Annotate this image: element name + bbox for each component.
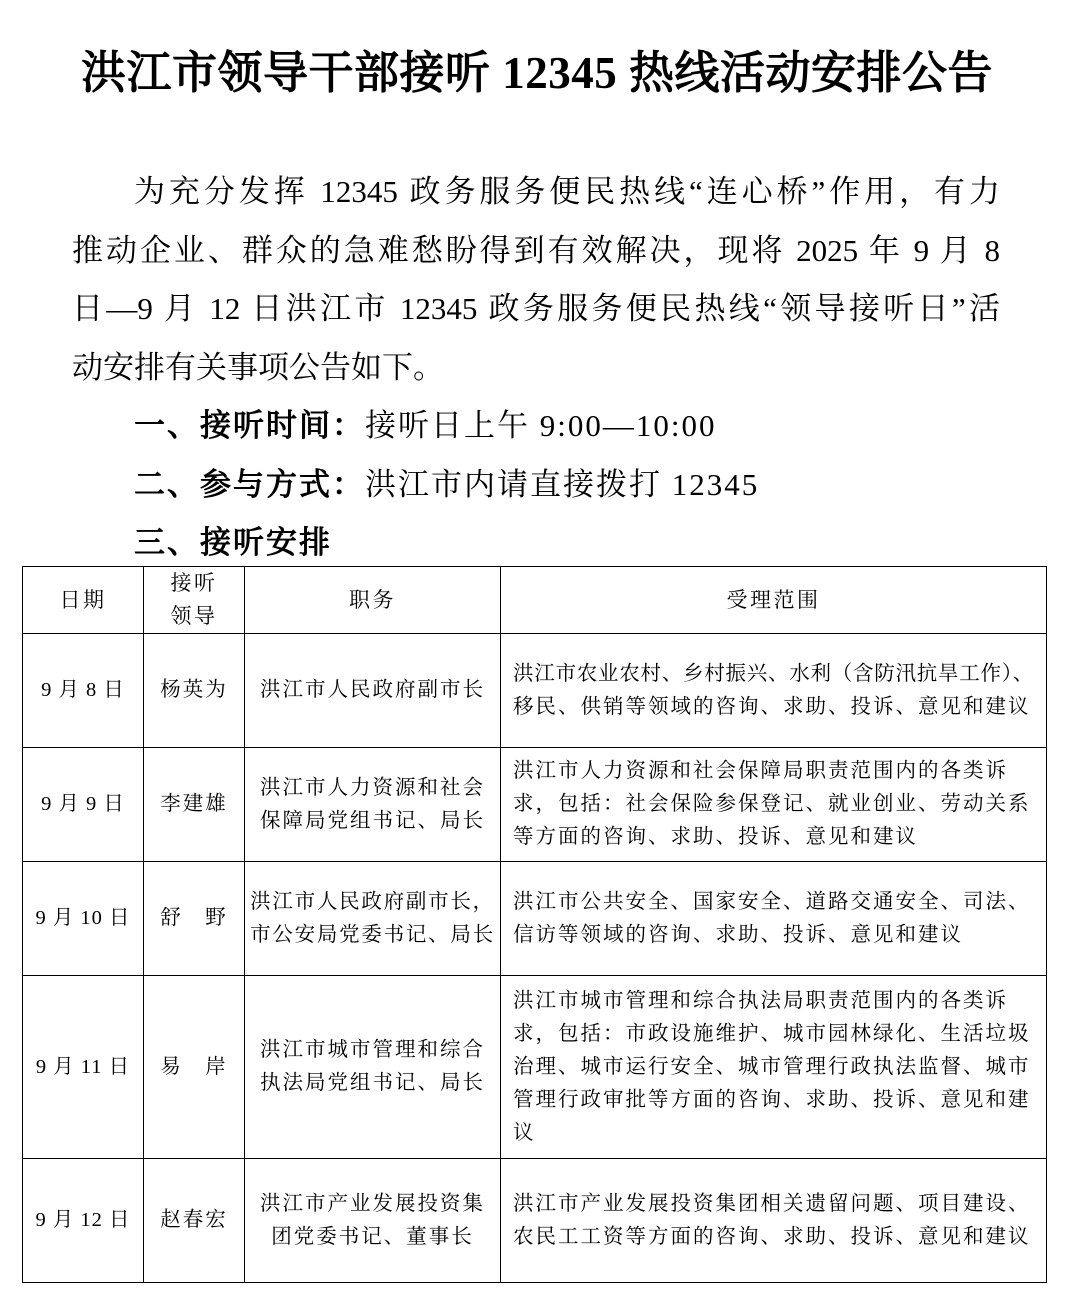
scope-line: 移民、供销等领域的咨询、求助、投诉、意见和建议	[513, 695, 1031, 718]
table-row	[23, 748, 1047, 862]
intro-paragraph	[72, 163, 1000, 397]
position-cell	[245, 634, 501, 748]
date-cell	[23, 862, 144, 976]
header-scope	[501, 567, 1047, 634]
header-scope-label: 受理范围	[726, 587, 821, 612]
scope-line: 管理行政审批等方面的咨询、求助、投诉、意见和建	[513, 1088, 1031, 1111]
scope-cell	[501, 976, 1047, 1159]
position-line: 洪江市人民政府副市长，	[250, 890, 495, 913]
section-text: 洪江市内请直接拨打 12345	[365, 466, 760, 502]
scope-line: 求，包括：社会保险参保登记、就业创业、劳动关系	[513, 793, 1031, 815]
table-row	[23, 976, 1047, 1159]
date-cell	[23, 976, 144, 1159]
table-row	[23, 1159, 1047, 1283]
position-cell	[245, 748, 501, 862]
position-cell	[245, 862, 501, 976]
intro-line: 为充分发挥 12345 政务服务便民热线“连心桥”作用，有力	[134, 174, 1000, 209]
intro-line: 动安排有关事项公告如下。	[72, 349, 444, 385]
leader-cell	[144, 1159, 245, 1283]
notice-title: 洪江市领导干部接听 12345 热线活动安排公告	[80, 48, 993, 98]
position-line: 保障局党组书记、局长	[260, 809, 485, 832]
intro-line: 日—9 月 12 日洪江市 12345 政务服务便民热线“领导接听日”活	[72, 291, 1000, 326]
notice-body	[72, 163, 1000, 573]
leader-cell	[144, 748, 245, 862]
scope-cell	[501, 1159, 1047, 1283]
position-line: 洪江市人民政府副市长	[260, 679, 485, 701]
position-line: 执法局党组书记、局长	[260, 1072, 485, 1094]
scope-cell	[501, 862, 1047, 976]
scope-line: 洪江市城市管理和综合执法局职责范围内的各类诉	[513, 989, 1008, 1012]
leader-name: 李建雄	[160, 793, 228, 815]
table-row	[23, 862, 1047, 976]
table-header-row	[23, 567, 1047, 634]
schedule-table	[22, 566, 1047, 1283]
table-row	[23, 634, 1047, 748]
scope-cell	[501, 634, 1047, 748]
position-line: 洪江市产业发展投资集	[260, 1192, 485, 1215]
leader-name: 易 岸	[160, 1055, 228, 1078]
header-date	[23, 567, 144, 634]
position-cell	[245, 976, 501, 1159]
leader-name: 舒 野	[160, 907, 228, 929]
date-text: 9 月 11 日	[35, 1055, 131, 1078]
header-leader-label: 接听	[170, 571, 218, 595]
section-label: 一、接听时间：	[134, 408, 365, 444]
header-leader-label: 领导	[170, 604, 218, 628]
scope-line: 求，包括：市政设施维护、城市园林绿化、生活垃圾	[513, 1022, 1031, 1045]
header-position-label: 职务	[349, 587, 396, 612]
intro-line: 推动企业、群众的急难愁盼得到有效解决，现将 2025 年 9 月 8	[72, 232, 1000, 268]
date-cell	[23, 634, 144, 748]
scope-line: 洪江市产业发展投资集团相关遗留问题、项目建设、	[513, 1192, 1031, 1215]
header-position	[245, 567, 501, 634]
position-line: 洪江市人力资源和社会	[260, 776, 485, 799]
position-cell	[245, 1159, 501, 1283]
section-label: 二、参与方式：	[134, 466, 365, 503]
section-participation	[72, 456, 1000, 515]
scope-line: 议	[513, 1121, 536, 1144]
section-label: 三、接听安排	[134, 525, 332, 561]
leader-name: 赵春宏	[160, 1209, 228, 1231]
leader-name: 杨英为	[160, 679, 228, 701]
leader-cell	[144, 976, 245, 1159]
section-answer-time	[72, 397, 1000, 456]
date-text: 9 月 10 日	[35, 907, 131, 929]
scope-line: 洪江市公共安全、国家安全、道路交通安全、司法、	[513, 890, 1031, 913]
scope-line: 洪江市人力资源和社会保障局职责范围内的各类诉	[513, 760, 1008, 782]
scope-cell	[501, 748, 1047, 862]
scope-line: 信访等领域的咨询、求助、投诉、意见和建议	[513, 923, 963, 946]
date-text: 9 月 9 日	[41, 793, 125, 815]
leader-cell	[144, 862, 245, 976]
date-cell	[23, 1159, 144, 1283]
position-line: 洪江市城市管理和综合	[260, 1039, 485, 1061]
header-leader	[144, 567, 245, 634]
scope-line: 等方面的咨询、求助、投诉、意见和建议	[513, 826, 918, 848]
date-text: 9 月 12 日	[35, 1209, 131, 1231]
scope-line: 洪江市农业农村、乡村振兴、水利（含防汛抗旱工作）、	[513, 662, 1034, 685]
scope-line: 治理、城市运行安全、城市管理行政执法监督、城市	[513, 1055, 1031, 1078]
section-schedule	[72, 514, 1000, 573]
position-line: 市公安局党委书记、局长	[250, 923, 495, 946]
leader-cell	[144, 634, 245, 748]
date-text: 9 月 8 日	[41, 679, 125, 701]
section-text: 接听日上午 9:00—10:00	[365, 408, 717, 443]
header-date-label: 日期	[59, 587, 107, 612]
scope-line: 农民工工资等方面的咨询、求助、投诉、意见和建议	[513, 1225, 1031, 1248]
position-line: 团党委书记、董事长	[271, 1225, 474, 1248]
date-cell	[23, 748, 144, 862]
